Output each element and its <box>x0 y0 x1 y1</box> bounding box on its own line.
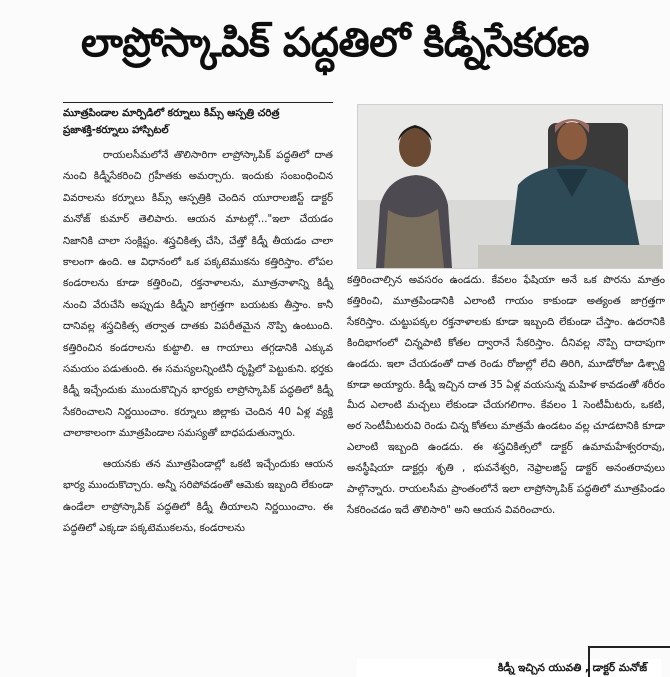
photo-image <box>358 105 662 268</box>
right-column <box>347 270 665 521</box>
intro-block <box>63 102 333 139</box>
headline: లాప్రోస్కాపిక్ పద్ధతిలో కిడ్నీసేకరణ <box>80 20 590 66</box>
photo-caption: కిడ్నీ ఇచ్చిన యువతి , డాక్టర్ మనోజ్ <box>357 659 661 677</box>
news-photo <box>357 104 663 269</box>
corner-rule <box>588 646 670 677</box>
left-paragraph-2: ఆయనకు తన మూత్రపిండాల్లో ఒకటి ఇచ్చేందుకు ఆయన భార్య ముందుకొచ్చారు. అన్నీ సరిపోవడంతో ఆమెకు ఇబ్బంది లేకుండా ఉండేలా లాప్రోస్కాపిక్ పద్ధతిలో కిడ్నీ తీయాలని నిర్ణయించాం. ఈ పద్ధతిలో ఎక్కడా పక్కటెముకలను, కండరాలను <box>63 458 333 534</box>
intro-line-1: మూత్రపిండాల మార్పిడిలో కర్నూలు కిమ్స్ ఆస్పత్రి చరిత్ర <box>63 108 280 119</box>
dateline: ప్రజాశక్తి-కర్నూలు హాస్పిటల్ <box>63 125 169 136</box>
right-paragraph-1: కత్తిరించాల్సిన అవసరం ఉండదు. కేవలం ఫేషియా అనే ఒక పొరను మాత్రం కత్తిరించి, మూత్రపిండానికి ఎలాంటి గాయం కాకుండా అత్యంత జాగ్రత్తగా సేకరిస్తాం. చుట్టుపక్కల రక్తనాళాలకు కూడా ఇబ్బంది లేకుండా చేస్తాం. ఉదరానికి కిందిభాగంలో చిన్నపాటి కోతల ద్వారానే సేకరిస్తాం. దీనివల్ల నొప్పి దాదాపుగా ఉండదు. ఇలా చేయడంతో దాత రెండు రోజుల్లో లేచి తిరిగి, మూడోరోజు డిశ్చార్జి కూడా అయ్యారు. కిడ్నీ ఇచ్చిన దాత 35 ఏళ్ల వయసున్న మహిళ కావడంతో శరీరం మీద ఎలాంటి మచ్చలు లేకుండా చేయగలిగాం. కేవలం 1 సెంటీమీటరు, ఒకటి, అర సెంటీమీటరువి రెండు చిన్న కోతలు మాత్రమే ఉండటం వల్ల చూడటానికి కూడా ఎలాంటి ఇబ్బంది ఉండదు. ఈ శస్త్రచికిత్సలో డాక్టర్ ఉమామహేశ్వరరావు, అనస్థీషియా డాక్టర్లు శృతి , భువనేశ్వరి, నెఫ్రాలజిస్ట్ డాక్టర్ అనంతరావులు పాల్గొన్నారు. రాయలసీమ ప్రాంతంలోనే ఇలా లాప్రోస్కాపిక్ పద్ధతిలో మూత్రపిండం సేకరించడం ఇదే తొలిసారి" అని ఆయన వివరించారు. <box>347 274 665 516</box>
left-column <box>63 102 333 539</box>
left-column-text <box>63 145 333 539</box>
left-paragraph-1: రాయలసీమలోనే తొలిసారిగా లాప్రోస్కాపిక్ పద్ధతిలో దాత నుంచి కిడ్నీసేకరించి గ్రహీతకు అమర్చారు. ఇందుకు సంబంధించిన వివరాలను కర్నూలు కిమ్స్ ఆస్పత్రికి చెందిన యూరాలజిస్ట్ డాక్టర్ మనోజ్ కుమార్ తెలిపారు. ఆయన మాటల్లో..."ఇలా చేయడం నిజానికి చాలా సంక్లిష్టం. శస్త్రచికిత్స చేసి, చేత్తో కిడ్నీ తీయడం చాలా కాలంగా ఉంది. ఆ విధానంలో ఒక పక్కటెముకను కత్తిరిస్తాం. లోపల కండరాలను కూడా కత్తిరించి, రక్తనాళాలను, మూత్రనాళాన్ని కిడ్నీ నుంచి వేరుచేసి అప్పుడు కిడ్నీని జాగ్రత్తగా బయటకు తీస్తాం. కానీ దానివల్ల శస్త్రచికిత్స తర్వాత దాతకు విపరీతమైన నొప్పి ఉంటుంది. కత్తిరించిన కండరాలను కుట్టాలి. ఆ గాయాలు తగ్గడానికి ఎక్కువ సమయం పడుతుంది. ఈ సమస్యలన్నింటినీ దృష్టిలో పెట్టుకుని. భర్తకు కిడ్నీ ఇచ్చేందుకు ముందుకొచ్చిన భార్యకు లాప్రోస్కాపిక్ పద్ధతిలో కిడ్నీ సేకరించాలని నిర్ణయించాం. కర్నూలు జిల్లాకు చెందిన 40 ఏళ్ల వ్యక్తి చాలాకాలంగా మూత్రపిండాల సమస్యతో బాధపడుతున్నారు. <box>63 150 333 440</box>
